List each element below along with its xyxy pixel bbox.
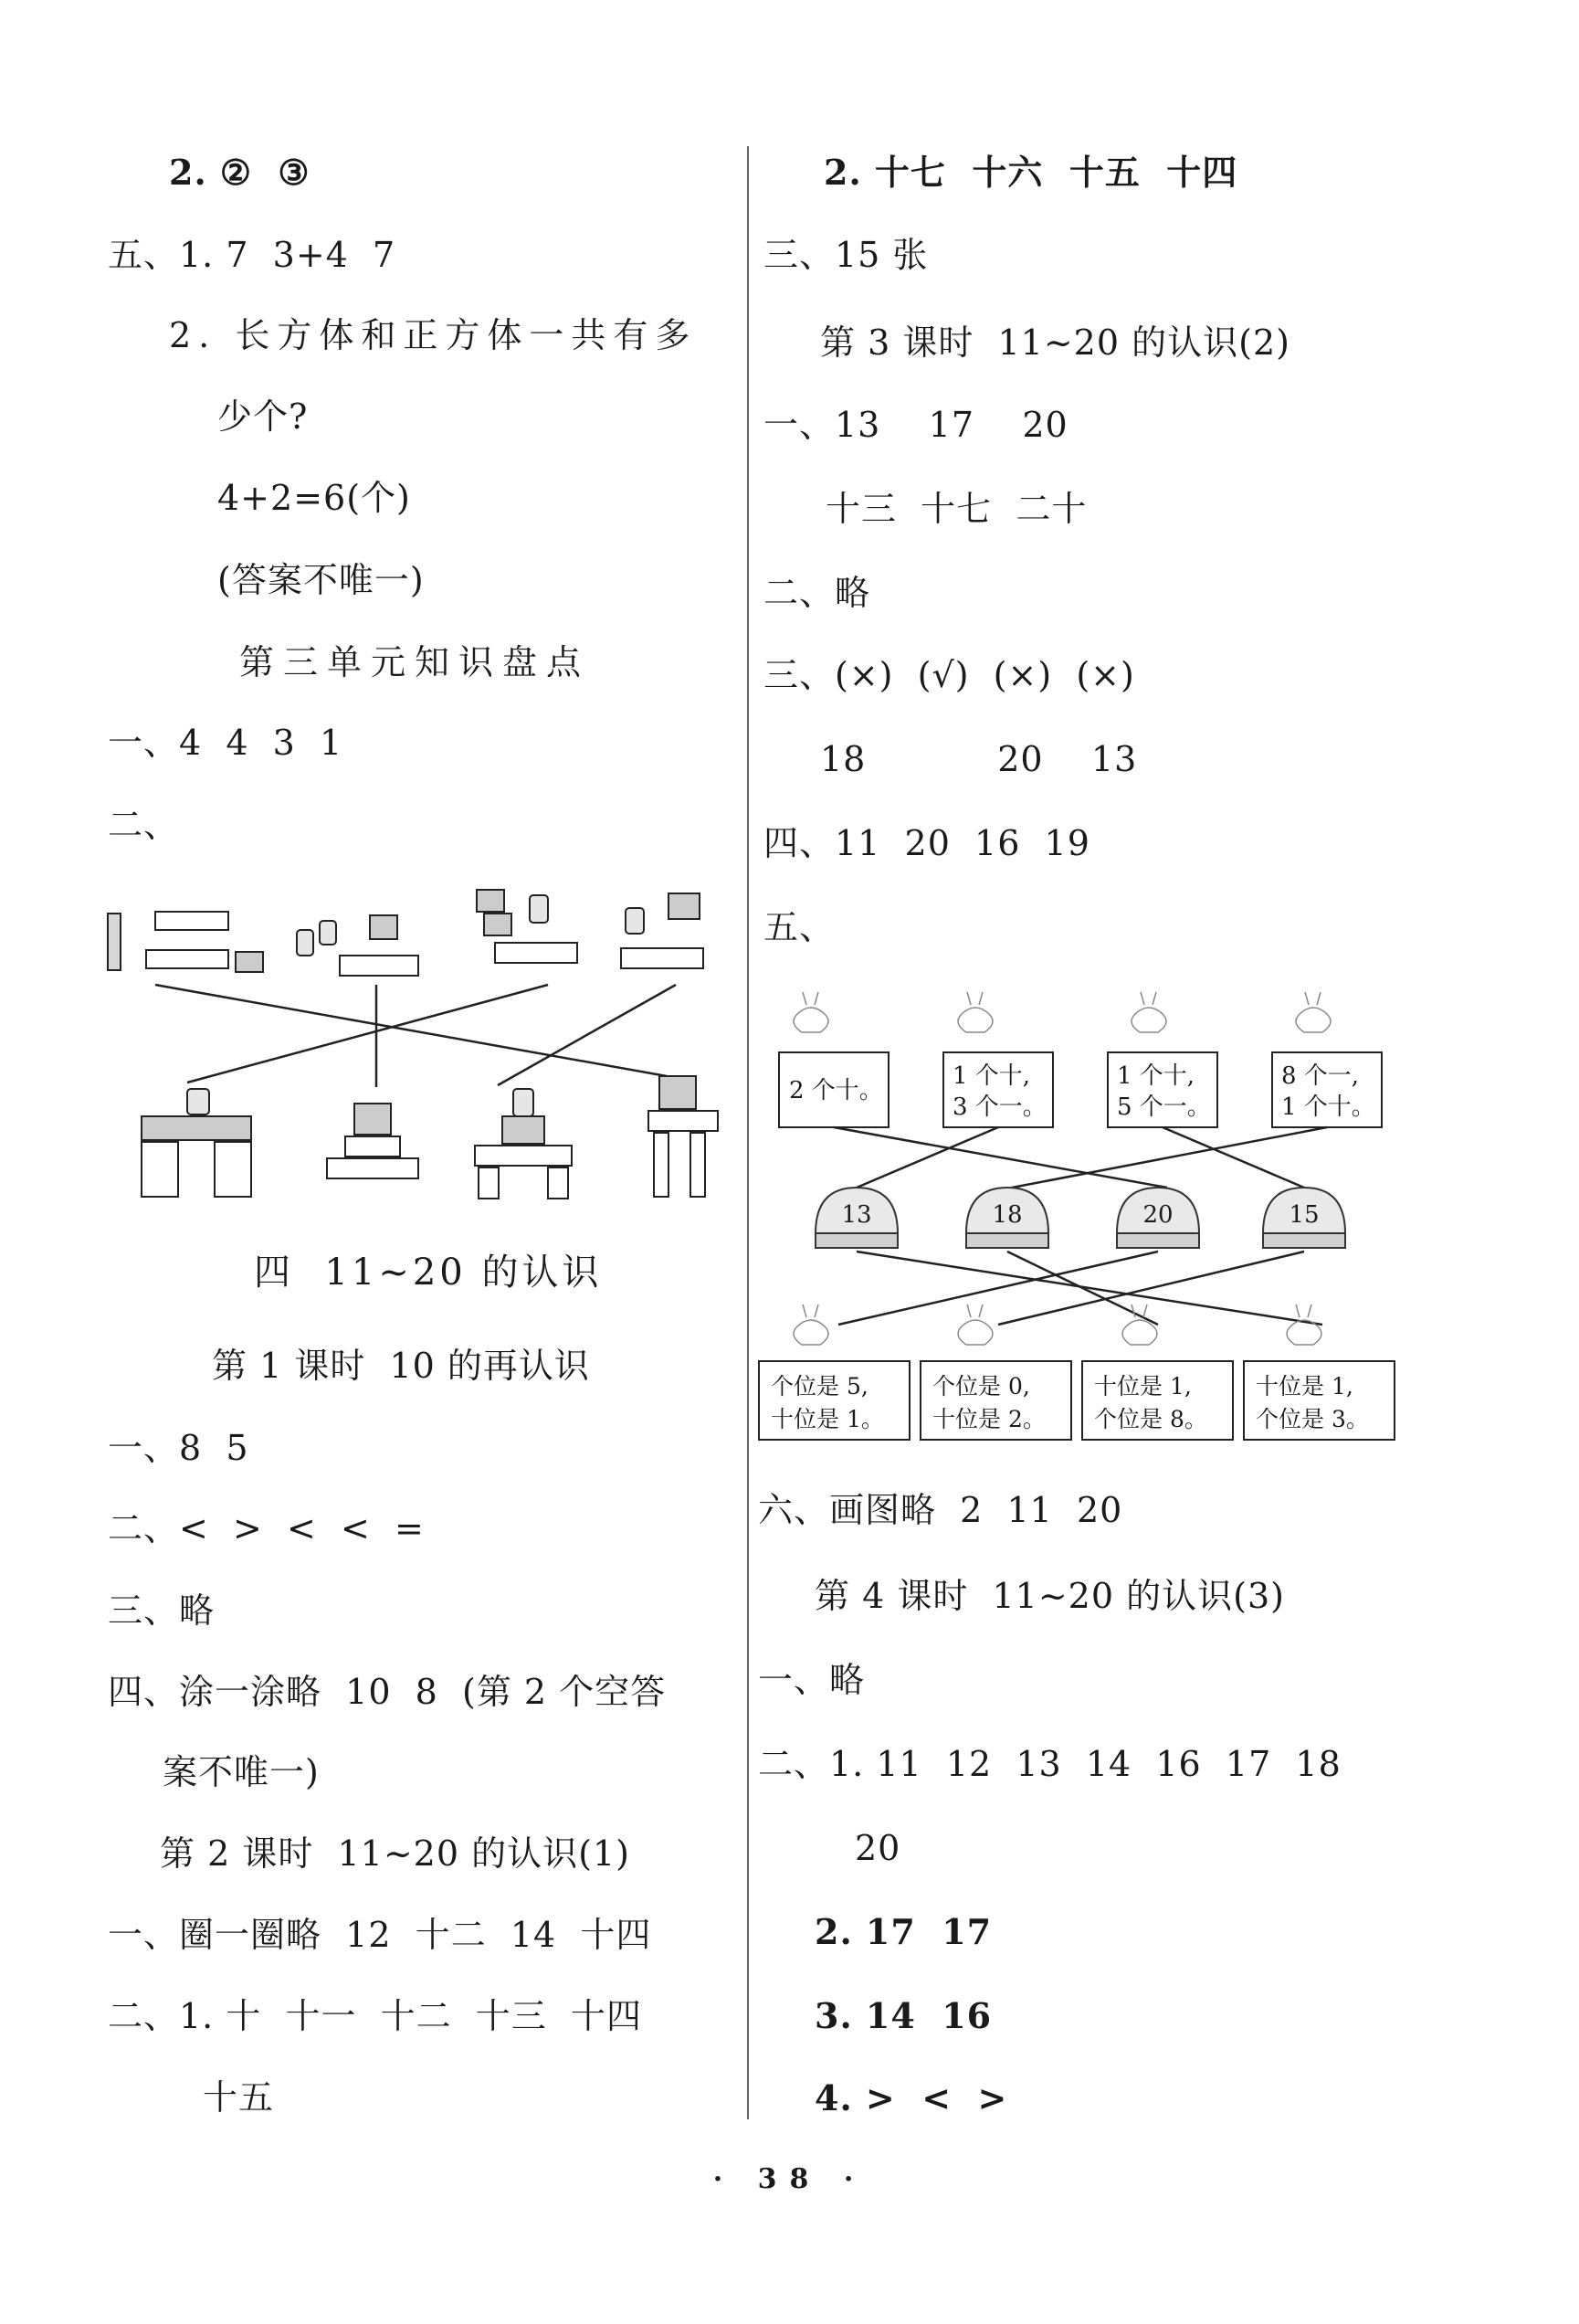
solid-matching-figure bbox=[100, 877, 740, 1206]
bottom-box-1-line-1: 个位是 5, bbox=[771, 1373, 868, 1400]
bottom-box-1-line-2: 十位是 1。 bbox=[771, 1406, 884, 1432]
right-line-1: 2. 十七 十六 十五 十四 bbox=[824, 152, 1238, 193]
right-line-12: 二、1. 11 12 13 14 16 17 18 bbox=[758, 1744, 1342, 1784]
bottom-box-2-line-1: 个位是 0, bbox=[932, 1373, 1030, 1400]
top-box-2-line-1: 1 个十, bbox=[953, 1062, 1031, 1090]
chapter-heading: 四 11~20 的认识 bbox=[254, 1252, 603, 1294]
top-box-2-line-2: 3 个一。 bbox=[953, 1093, 1047, 1121]
left-line-10: 二、< > < < = bbox=[108, 1508, 425, 1548]
page-number-value: 38 bbox=[757, 2163, 822, 2195]
right-line-8: 四、11 20 16 19 bbox=[763, 823, 1090, 863]
left-line-12: 四、涂一涂略 10 8 (第 2 个空答 bbox=[108, 1672, 667, 1712]
left-line-1: 2. ② ③ bbox=[169, 152, 311, 193]
lesson-heading-4: 第 4 课时 11~20 的认识(3) bbox=[815, 1576, 1285, 1616]
left-line-9: 一、8 5 bbox=[108, 1428, 249, 1468]
lesson-heading-2: 第 2 课时 11~20 的认识(1) bbox=[160, 1833, 630, 1874]
left-line-3: 2. 长方体和正方体一共有多 bbox=[169, 315, 698, 355]
left-line-4: 少个? bbox=[217, 396, 309, 437]
bottom-box-2-line-2: 十位是 2。 bbox=[932, 1406, 1046, 1432]
left-line-8: 二、 bbox=[108, 805, 180, 845]
top-box-4-line-1: 8 个一, bbox=[1281, 1062, 1360, 1090]
page-number: · 38 · bbox=[712, 2163, 867, 2195]
section-heading-unit3: 第三单元知识盘点 bbox=[239, 642, 591, 682]
right-line-5: 二、略 bbox=[763, 573, 871, 613]
house-2-number: 18 bbox=[992, 1201, 1023, 1229]
right-line-15: 3. 14 16 bbox=[815, 1995, 993, 2036]
top-box-1-line-1: 2 个十。 bbox=[789, 1077, 883, 1104]
house-3-number: 20 bbox=[1142, 1201, 1174, 1229]
left-line-6: (答案不唯一) bbox=[217, 560, 425, 600]
column-divider bbox=[747, 146, 749, 2119]
house-4-number: 15 bbox=[1289, 1201, 1320, 1229]
left-line-13: 案不唯一) bbox=[163, 1752, 320, 1792]
left-line-15: 二、1. 十 十一 十二 十三 十四 bbox=[108, 1996, 642, 2036]
top-box-4-line-2: 1 个十。 bbox=[1281, 1093, 1375, 1121]
right-line-16: 4. > < > bbox=[815, 2077, 1008, 2118]
right-line-7: 18 20 13 bbox=[820, 739, 1138, 779]
bottom-box-4-line-2: 个位是 3。 bbox=[1256, 1406, 1369, 1432]
left-line-7: 一、4 4 3 1 bbox=[108, 723, 343, 763]
house-1-number: 13 bbox=[841, 1201, 872, 1229]
left-line-5: 4+2=6(个) bbox=[217, 478, 411, 518]
right-line-9: 五、 bbox=[763, 907, 836, 947]
bottom-box-3-line-1: 十位是 1, bbox=[1094, 1373, 1192, 1400]
left-line-2: 五、1. 7 3+4 7 bbox=[108, 235, 396, 275]
number-matching-figure bbox=[756, 987, 1414, 1462]
right-line-6: 三、(×) (√) (×) (×) bbox=[763, 655, 1135, 695]
left-line-14: 一、圈一圈略 12 十二 14 十四 bbox=[108, 1915, 652, 1955]
lesson-heading-3: 第 3 课时 11~20 的认识(2) bbox=[820, 322, 1290, 363]
top-box-3-line-1: 1 个十, bbox=[1117, 1062, 1195, 1090]
right-line-3: 一、13 17 20 bbox=[763, 405, 1068, 445]
right-line-4: 十三 十七 二十 bbox=[826, 489, 1088, 529]
bottom-box-4-line-1: 十位是 1, bbox=[1256, 1373, 1353, 1400]
right-line-11: 一、略 bbox=[758, 1660, 866, 1700]
right-line-13: 20 bbox=[855, 1828, 901, 1868]
left-line-11: 三、略 bbox=[108, 1590, 216, 1631]
lesson-heading-1: 第 1 课时 10 的再认识 bbox=[212, 1346, 590, 1386]
left-line-16: 十五 bbox=[203, 2077, 275, 2118]
right-line-14: 2. 17 17 bbox=[815, 1911, 993, 1952]
bottom-box-3-line-2: 个位是 8。 bbox=[1094, 1406, 1207, 1432]
top-box-3-line-2: 5 个一。 bbox=[1117, 1093, 1211, 1121]
right-line-2: 三、15 张 bbox=[763, 235, 929, 275]
right-line-10: 六、画图略 2 11 20 bbox=[758, 1490, 1123, 1530]
